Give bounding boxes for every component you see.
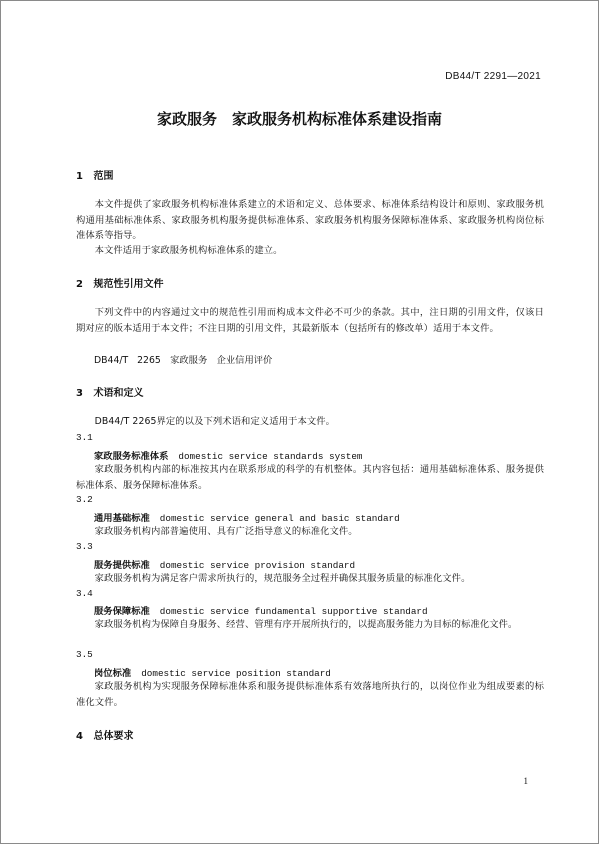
section-1-heading (76, 167, 113, 182)
terms-intro: DB44/T 2265界定的以及下列术语和定义适用于本文件。 (94, 416, 336, 427)
section-4-heading (76, 727, 133, 742)
section-3-heading (76, 384, 143, 399)
section-number: 1 (76, 171, 83, 182)
term-definition: 家政服务机构为满足客户需求所执行的，规范服务全过程并确保其服务质量的标准化文件。 (94, 573, 471, 584)
term-chinese: 家政服务标准体系 (94, 451, 169, 462)
standard-code: DB44/T 2291—2021 (445, 71, 541, 82)
document-title: 家政服务 家政服务机构标准体系建设指南 (156, 110, 442, 128)
term-number: 3.2 (76, 494, 93, 505)
term-chinese: 通用基础标准 (94, 513, 150, 524)
scope-paragraph-2: 本文件适用于家政服务机构标准体系的建立。 (94, 245, 283, 256)
term-english: domestic service general and basic standard (159, 513, 400, 524)
term-heading (94, 557, 355, 571)
term-definition: 家政服务机构内部的标准按其内在联系形成的科学的有机整体。其内容包括：通用基础标准体系、服务提供标准体系、服务保障标准体系。 (76, 464, 544, 491)
term-english: domestic service position standard (141, 668, 331, 679)
term-heading (94, 665, 331, 679)
term-english: domestic service provision standard (159, 560, 356, 571)
term-heading (94, 448, 363, 462)
term-number: 3.3 (76, 541, 93, 552)
term-number: 3.4 (76, 588, 93, 599)
term-definition: 家政服务机构为保障自身服务、经营、管理有序开展所执行的，以提高服务能力为目标的标准化文件。 (94, 619, 518, 630)
term-heading (94, 510, 400, 524)
normative-paragraph: 下列文件中的内容通过文中的规范性引用而构成本文件必不可少的条款。其中，注日期的引用文件，仅该日期对应的版本适用于本文件；不注日期的引用文件，其最新版本（包括所有的修改单）适用于本文件。 (76, 307, 544, 334)
term-heading (94, 603, 428, 617)
section-title: 范围 (93, 171, 114, 182)
term-number: 3.5 (76, 649, 93, 660)
section-number: 4 (76, 731, 83, 742)
section-number: 2 (76, 279, 83, 290)
term-english: domestic service standards system (178, 451, 363, 462)
scope-paragraph-1: 本文件提供了家政服务机构标准体系建立的术语和定义、总体要求、标准体系结构设计和原则、家政服务机构通用基础标准体系、家政服务机构服务提供标准体系、家政服务机构服务保障标准体系、家政服务机构岗位标准体系等指导。 (76, 199, 544, 241)
section-title: 总体要求 (93, 731, 134, 742)
section-2-heading (76, 275, 163, 290)
term-number: 3.1 (76, 432, 93, 443)
term-definition: 家政服务机构内部普遍使用、具有广泛指导意义的标准化文件。 (94, 526, 358, 537)
section-title: 术语和定义 (93, 388, 144, 399)
term-chinese: 服务提供标准 (94, 560, 150, 571)
section-title: 规范性引用文件 (93, 279, 164, 290)
normative-reference: DB44/T 2265 家政服务 企业信用评价 (94, 355, 273, 366)
term-english: domestic service fundamental supportive standard (159, 606, 428, 617)
term-chinese: 服务保障标准 (94, 606, 150, 617)
section-number: 3 (76, 388, 83, 399)
page-number: 1 (523, 776, 528, 786)
term-definition: 家政服务机构为实现服务保障标准体系和服务提供标准体系有效落地所执行的，以岗位作业为组成要素的标准化文件。 (76, 681, 544, 708)
term-chinese: 岗位标准 (94, 668, 132, 679)
